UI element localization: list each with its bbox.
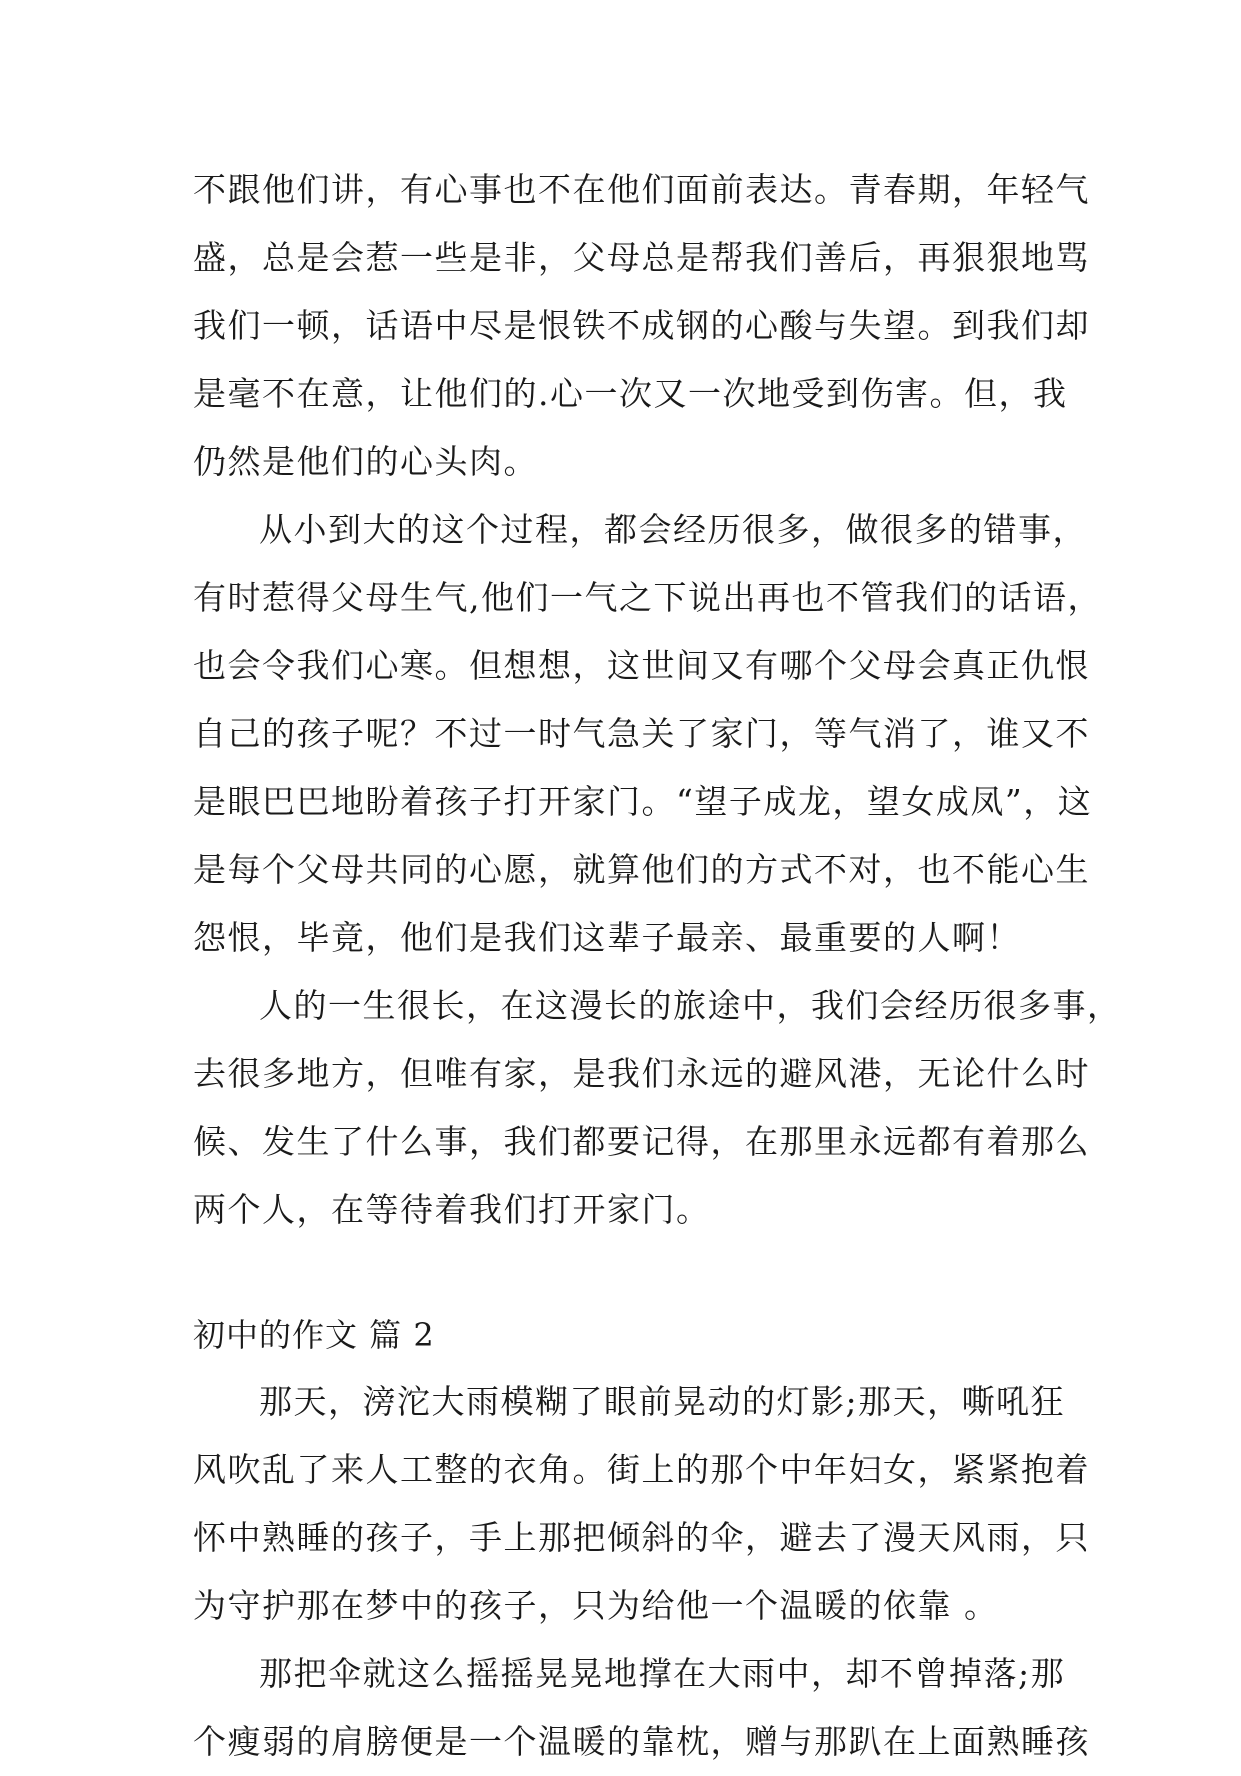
text-line: 仍然是他们的心头肉。 <box>193 442 538 481</box>
paragraph-3 <box>193 972 1122 1244</box>
text-line: 不跟他们讲，有心事也不在他们面前表达。青春期，年轻气 <box>193 170 1090 209</box>
text-line: 我们一顿，话语中尽是恨铁不成钢的心酸与失望。到我们却 <box>193 306 1090 345</box>
paragraph-4 <box>193 1368 1090 1640</box>
text-line: 是眼巴巴地盼着孩子打开家门。“望子成龙，望女成凤”，这 <box>193 782 1093 821</box>
text-line: 那天，滂沱大雨模糊了眼前晃动的灯影;那天，嘶吼狂 <box>259 1382 1066 1421</box>
text-line: 个瘦弱的肩膀便是一个温暖的靠枕，赠与那趴在上面熟睡孩 <box>193 1722 1090 1761</box>
paragraph-2 <box>193 496 1102 972</box>
text-line: 是毫不在意，让他们的.心一次又一次地受到伤害。但，我 <box>193 374 1068 413</box>
text-line: 从小到大的这个过程，都会经历很多，做很多的错事， <box>259 510 1087 549</box>
text-line: 怀中熟睡的孩子，手上那把倾斜的伞，避去了漫天风雨，只 <box>193 1518 1090 1557</box>
text-line: 为守护那在梦中的孩子，只为给他一个温暖的依靠 。 <box>193 1586 999 1625</box>
text-line: 也会令我们心寒。但想想，这世间又有哪个父母会真正仇恨 <box>193 646 1090 685</box>
text-line: 自己的孩子呢？不过一时气急关了家门，等气消了，谁又不 <box>193 714 1090 753</box>
paragraph-1 <box>193 156 1090 496</box>
text-line: 两个人，在等待着我们打开家门。 <box>193 1190 711 1229</box>
text-line: 那把伞就这么摇摇晃晃地撑在大雨中，却不曾掉落;那 <box>259 1654 1066 1693</box>
section-heading: 初中的作文 篇 2 <box>193 1316 435 1354</box>
text-line: 是每个父母共同的心愿，就算他们的方式不对，也不能心生 <box>193 850 1090 889</box>
text-line: 怨恨，毕竟，他们是我们这辈子最亲、最重要的人啊！ <box>193 918 1021 957</box>
document-page <box>193 156 1122 1776</box>
paragraph-5 <box>193 1640 1090 1776</box>
text-line: 有时惹得父母生气,他们一气之下说出再也不管我们的话语， <box>193 578 1102 617</box>
text-line: 人的一生很长，在这漫长的旅途中，我们会经历很多事， <box>259 986 1122 1025</box>
text-line: 去很多地方，但唯有家，是我们永远的避风港，无论什么时 <box>193 1054 1090 1093</box>
text-line: 候、发生了什么事，我们都要记得，在那里永远都有着那么 <box>193 1122 1090 1161</box>
text-line: 盛，总是会惹一些是非，父母总是帮我们善后，再狠狠地骂 <box>193 238 1090 277</box>
text-line: 风吹乱了来人工整的衣角。街上的那个中年妇女，紧紧抱着 <box>193 1450 1090 1489</box>
